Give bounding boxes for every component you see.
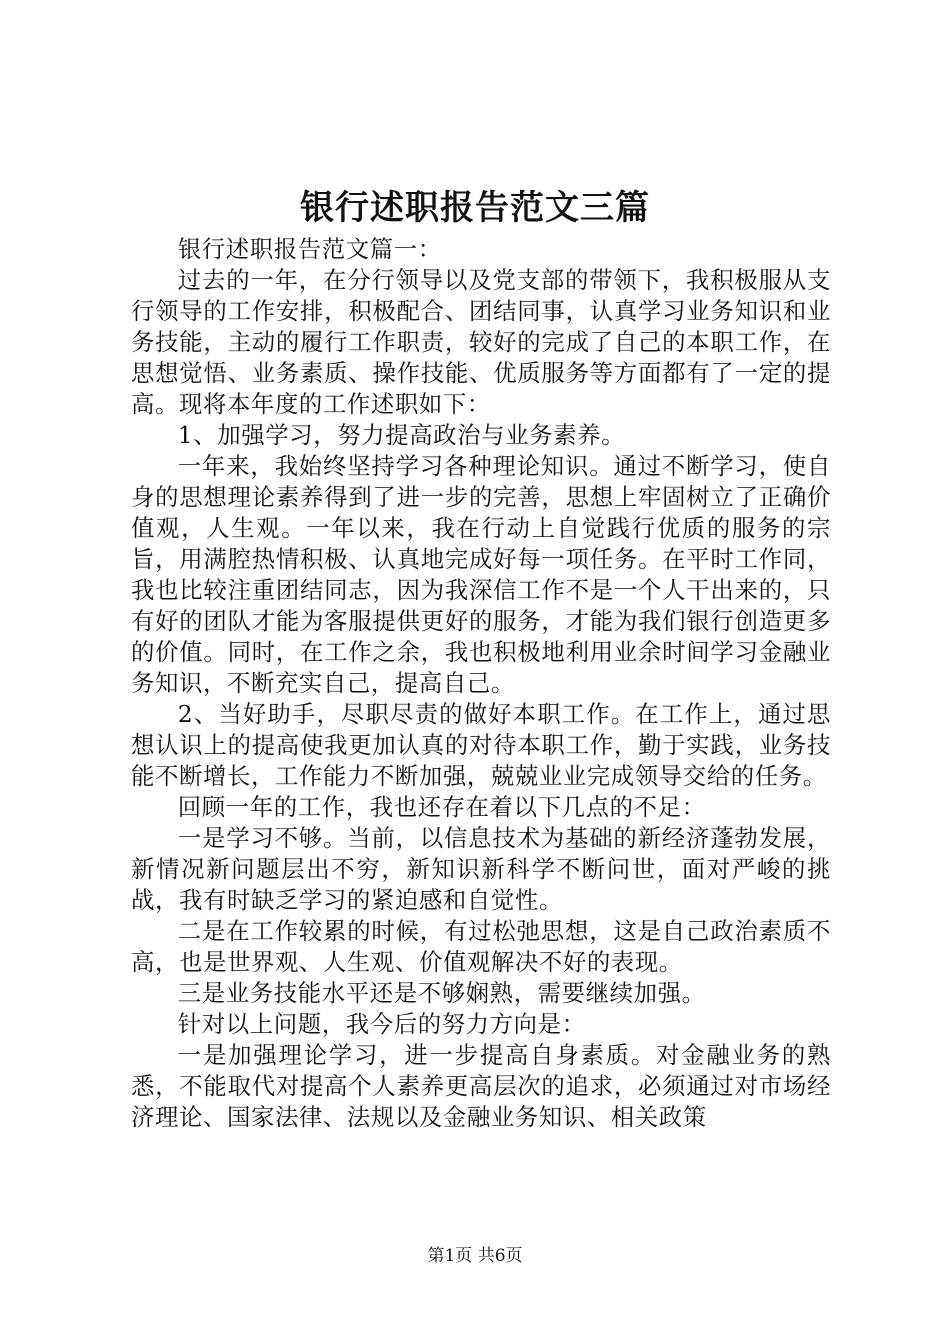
paragraph-direction-1: 一是加强理论学习，进一步提高自身素质。对金融业务的熟悉，不能取代对提高个人素养更高层次的追求，必须通过对市场经济理论、国家法律、法规以及金融业务知识、相关政策 [131, 1041, 831, 1131]
document-body [131, 234, 831, 1133]
paragraph-shortcomings-intro: 回顾一年的工作，我也还存在着以下几点的不足： [177, 793, 706, 821]
paragraph-shortcoming-2: 二是在工作较累的时候，有过松弛思想，这是自己政治素质不高，也是世界观、人生观、价值观解决不好的表现。 [131, 917, 831, 976]
paragraph-point-2: 2、当好助手，尽职尽责的做好本职工作。在工作上，通过思想认识上的提高使我更加认真的对待本职工作，勤于实践，业务技能不断增长，工作能力不断加强，兢兢业业完成领导交给的任务。 [131, 700, 831, 790]
paragraph-point-1: 1、加强学习，努力提高政治与业务素养。 [177, 421, 626, 449]
paragraph-intro: 过去的一年，在分行领导以及党支部的带领下，我积极服从支行领导的工作安排，积极配合、团结同事，认真学习业务知识和业务技能，主动的履行工作职责，较好的完成了自己的本职工作，在思想觉悟、业务素质、操作技能、优质服务等方面都有了一定的提高。现将本年度的工作述职如下： [131, 266, 831, 418]
paragraph-direction-intro: 针对以上问题，我今后的努力方向是： [177, 1010, 586, 1038]
document-title: 银行述职报告范文三篇 [300, 188, 650, 228]
paragraph-shortcoming-3: 三是业务技能水平还是不够娴熟，需要继续加强。 [177, 979, 706, 1007]
paragraph-shortcoming-1: 一是学习不够。当前，以信息技术为基础的新经济蓬勃发展，新情况新问题层出不穷，新知识新科学不断问世，面对严峻的挑战，我有时缺乏学习的紧迫感和自觉性。 [131, 824, 831, 914]
page-number-footer: 第1页 共6页 [427, 1246, 523, 1266]
paragraph-study: 一年来，我始终坚持学习各种理论知识。通过不断学习，使自身的思想理论素养得到了进一步的完善，思想上牢固树立了正确价值观，人生观。一年以来，我在行动上自觉践行优质的服务的宗旨，用满腔热情积极、认真地完成好每一项任务。在平时工作同，我也比较注重团结同志，因为我深信工作不是一个人干出来的，只有好的团队才能为客服提供更好的服务，才能为我们银行创造更多的价值。同时，在工作之余，我也积极地利用业余时间学习金融业务知识，不断充实自己，提高自己。 [131, 452, 831, 697]
section-heading: 银行述职报告范文篇一： [177, 235, 442, 263]
